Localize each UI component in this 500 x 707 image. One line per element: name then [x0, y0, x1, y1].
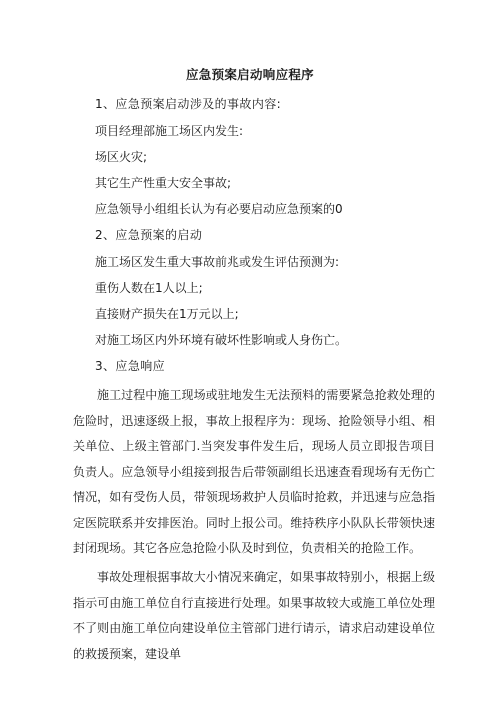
section-heading-2: 2、应急预案的启动 — [95, 228, 203, 242]
text-line: 场区火灾; — [95, 150, 148, 164]
text-line: 应急领导小组组长认为有必要启动应急预案的0 — [95, 202, 343, 216]
text-line: 对施工场区内外环境有破坏性影响或人身伤亡。 — [95, 333, 348, 347]
text-line: 直接财产损失在1万元以上; — [95, 307, 239, 321]
paragraph: 施工过程中施工现场或驻地发生无法预料的需要紧急抢救处理的危险时，迅速逐级上报，事故上报程序为：现场、抢险领导小组、相关单位、上级主管部门.当突发事件发生后，现场人员立即报告项目负责人。应急领导小组接到报告后带领副组长迅速查看现场有无伤亡情况，如有受伤人员，带领现场救护人员临时抢救，并迅速与应急指定医院联系并安排医治。同时上报公司。维持秩序小队队长带领快速封闭现场。其它各应急抢险小队及时到位，负责相关的抢险工作。 — [73, 388, 435, 555]
text-line: 施工场区发生重大事故前兆或发生评估预测为: — [95, 255, 340, 269]
text-line: 重伤人数在1人以上; — [95, 281, 203, 295]
paragraph: 事故处理根据事故大小情况来确定，如果事故特别小，根据上级指示可由施工单位自行直接进行处理。如果事故较大或施工单位处理不了则由施工单位向建设单位主管部门进行请示，请求启动建设单位的救援预案，建设单 — [73, 570, 435, 661]
text-line: 其它生产性重大安全事故; — [95, 176, 232, 190]
text-line: 项目经理部施工场区内发生: — [95, 124, 244, 138]
document-title: 应急预案启动响应程序 — [185, 67, 314, 82]
section-heading-1: 1、应急预案启动涉及的事故内容: — [95, 97, 282, 111]
section-heading-3: 3、应急响应 — [95, 359, 166, 373]
